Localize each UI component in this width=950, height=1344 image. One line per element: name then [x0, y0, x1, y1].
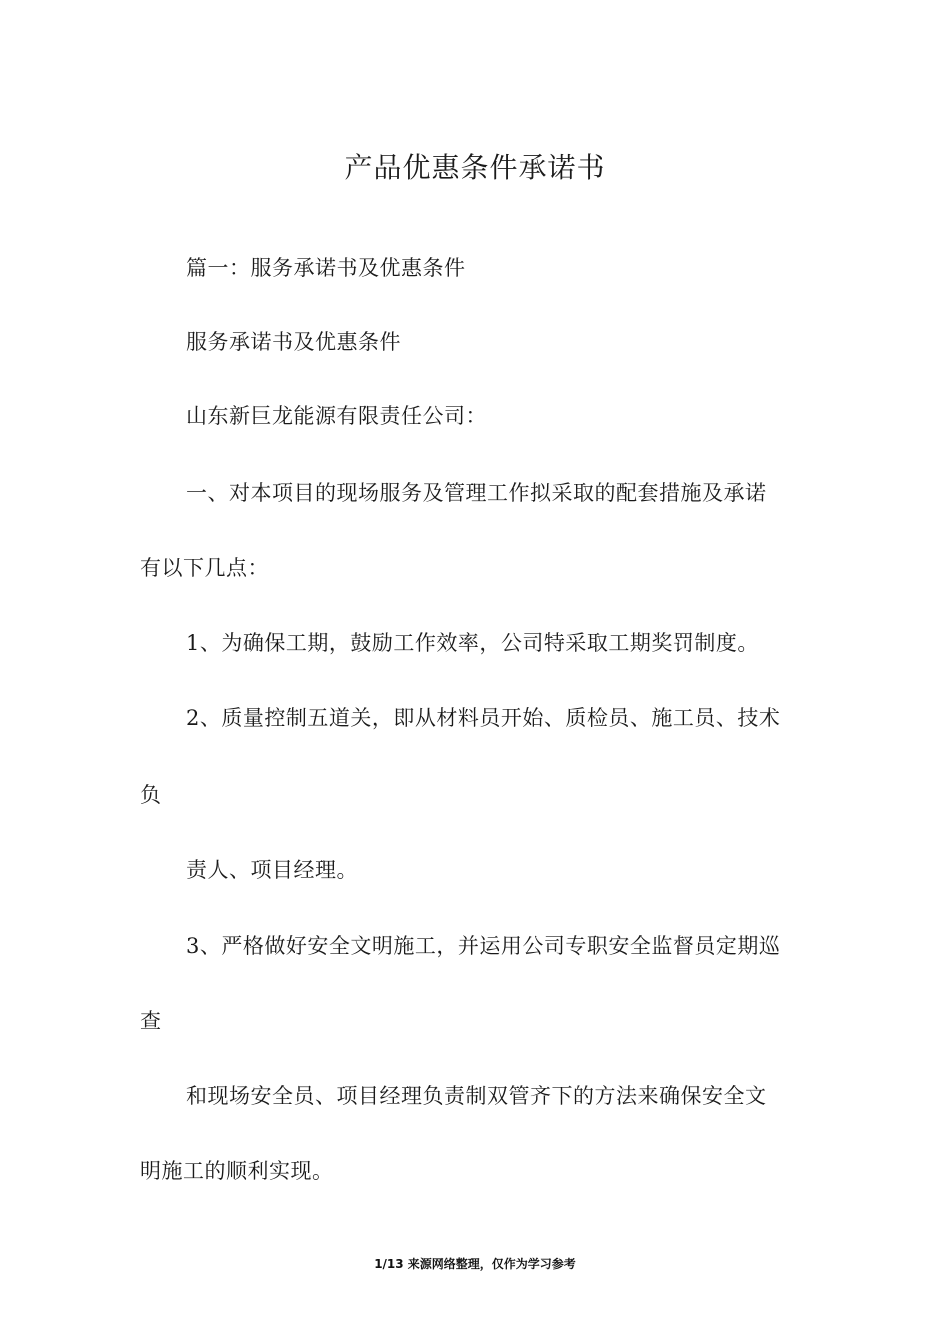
paragraph-line: 明施工的顺利实现。: [140, 1159, 334, 1183]
paragraph-line: 服务承诺书及优惠条件: [186, 330, 401, 354]
paragraph-line: 责人、项目经理。: [186, 858, 358, 882]
paragraph-line: 和现场安全员、项目经理负责制双管齐下的方法来确保安全文: [186, 1084, 767, 1108]
paragraph-line: 一、对本项目的现场服务及管理工作拟采取的配套措施及承诺: [186, 481, 767, 505]
paragraph-line: 山东新巨龙能源有限责任公司：: [186, 404, 487, 428]
paragraph-line: 1、为确保工期，鼓励工作效率，公司特采取工期奖罚制度。: [186, 631, 759, 655]
paragraph-line: 负: [140, 783, 162, 807]
paragraph-line: 篇一：服务承诺书及优惠条件: [186, 256, 466, 280]
paragraph-line: 2、质量控制五道关，即从材料员开始、质检员、施工员、技术: [186, 706, 781, 730]
page-footer: 1/13 来源网络整理，仅作为学习参考: [374, 1257, 576, 1271]
paragraph-line: 有以下几点：: [140, 556, 269, 580]
document-title: 产品优惠条件承诺书: [344, 151, 606, 184]
paragraph-line: 3、严格做好安全文明施工，并运用公司专职安全监督员定期巡: [186, 934, 781, 958]
paragraph-line: 查: [140, 1009, 162, 1033]
